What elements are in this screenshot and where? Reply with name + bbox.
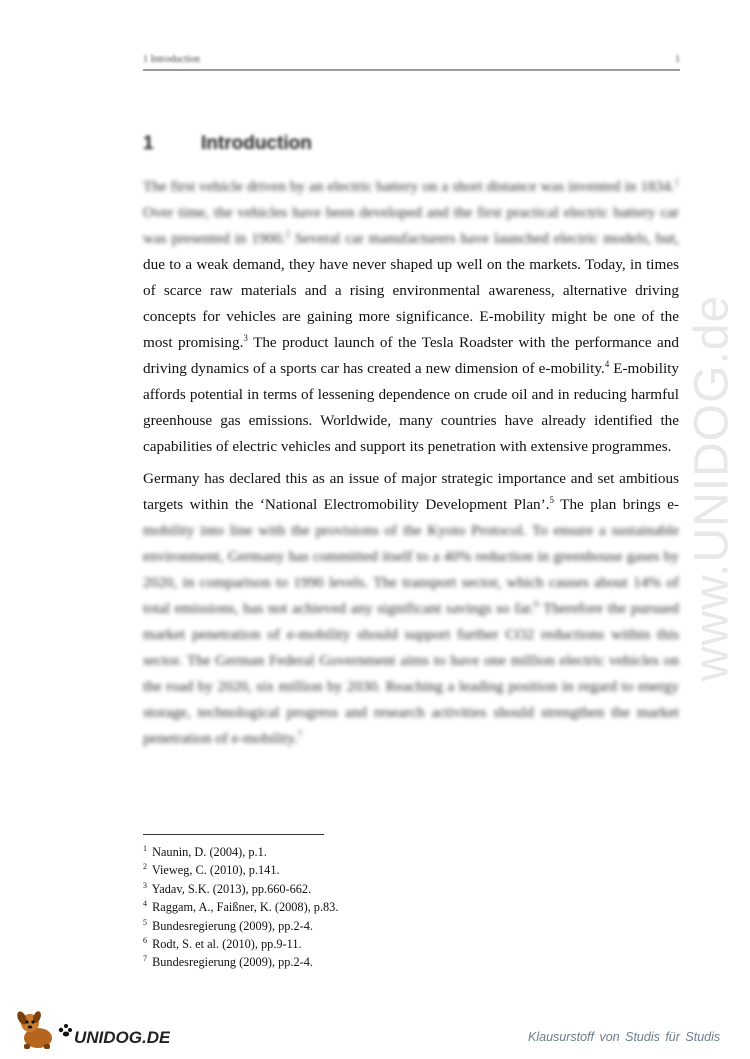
visible-text: Germany has declared this as an issue of major strategic importance and set ambitious targets within the ‘National Electromobility Development Plan’. bbox=[143, 470, 679, 513]
paragraph-2 bbox=[143, 466, 679, 752]
logo-text: UNIDOG.DE bbox=[74, 1028, 170, 1047]
blurred-text: Therefore the pursued market penetration of e-mobility should support further CO2 reductions within this sector. The German Federal Government aims to have one million electric vehicles on the road by 2020, six million by 2030. Reaching a leading position in regard to energy storage, technological progress and research activities should strengthen the market penetration of e-mobility. bbox=[143, 600, 679, 747]
footnote-number: 5 bbox=[143, 917, 147, 927]
footnote-number: 4 bbox=[143, 899, 147, 909]
footnote-divider bbox=[143, 834, 324, 835]
footnote-ref: 4 bbox=[604, 358, 610, 369]
chapter-heading bbox=[143, 133, 312, 155]
footnote-number: 3 bbox=[143, 880, 147, 890]
visible-text: E-mobility affords potential in terms of lessening dependence on crude oil and in reducing harmful greenhouse gas emissions. Worldwide, many countries have already identified the capabilities of electric vehicles and support its penetration with extensive programmes. bbox=[143, 360, 679, 455]
chapter-title: Introduction bbox=[201, 133, 312, 154]
visible-text: The plan brings e- bbox=[554, 496, 679, 513]
dog-mascot-icon bbox=[15, 1010, 72, 1049]
footnote-text: Rodt, S. et al. (2010), pp.9-11. bbox=[152, 937, 302, 952]
footnote-number: 1 bbox=[143, 843, 147, 853]
footnote bbox=[143, 917, 338, 935]
page-header bbox=[143, 52, 680, 71]
footnote bbox=[143, 861, 338, 879]
footnote bbox=[143, 880, 338, 898]
footnote-text: Bundesregierung (2009), pp.2-4. bbox=[152, 955, 313, 970]
footnote-number: 7 bbox=[143, 954, 147, 964]
footnote-text: Vieweg, C. (2010), p.141. bbox=[151, 863, 280, 878]
footnote-text: Naunin, D. (2004), p.1. bbox=[152, 845, 267, 859]
footnote-ref: 2 bbox=[285, 228, 290, 239]
blurred-text: The first vehicle driven by an electric battery on a short distance was invented in 1834. bbox=[143, 178, 675, 195]
chapter-number: 1 bbox=[143, 133, 154, 154]
footnote-list bbox=[143, 843, 338, 972]
footnote-text: Yadav, S.K. (2013), pp.660-662. bbox=[151, 881, 312, 896]
footnote bbox=[143, 953, 338, 971]
footnote-text: Raggam, A., Faißner, K. (2008), p.83. bbox=[152, 900, 339, 915]
watermark: www.UNIDOG.de bbox=[685, 294, 739, 682]
footnote-ref: 3 bbox=[243, 332, 248, 343]
blurred-text: mobility into line with the provisions of the Kyoto Protocol. To ensure a sustainable environment, Germany has committed itself to a 40% reduction in greenhouse gases by 2020, in comparison to 1990 levels. The transport sector, which causes about 14% of total emissions, has not achieved any significant savings so far. bbox=[143, 522, 679, 617]
blurred-text: Several car manufacturers have launched electric models, but, bbox=[289, 230, 680, 247]
paragraph-1 bbox=[143, 174, 679, 460]
visible-text: The product launch of the Tesla Roadster with the performance and driving dynamics of a sports car has created a new dimension of e-mobility. bbox=[143, 334, 679, 377]
footnote-text: Bundesregierung (2009), pp.2-4. bbox=[152, 918, 313, 933]
footnote-ref: 1 bbox=[674, 176, 679, 187]
running-head: 1 Introduction bbox=[143, 54, 200, 65]
footnote-ref: 5 bbox=[549, 494, 555, 505]
visible-text: due to a weak demand, they have never shaped up well on the markets. Today, in times of scarce raw materials and a rising environmental awareness, alternative driving concepts for vehicles are gaining more significance. E-mobility might be one of the most promising. bbox=[143, 256, 679, 351]
page-number: 1 bbox=[675, 54, 680, 65]
footnote-number: 6 bbox=[143, 935, 147, 945]
footnote-number: 2 bbox=[143, 862, 147, 872]
footnote bbox=[143, 898, 338, 916]
unidog-logo[interactable] bbox=[10, 1008, 170, 1052]
footnote bbox=[143, 843, 338, 861]
footnote bbox=[143, 935, 338, 953]
footnote-ref: 7 bbox=[297, 728, 303, 739]
tagline: Klausurstoff von Studis für Studis bbox=[528, 1030, 721, 1044]
footnote-ref: 6 bbox=[534, 598, 539, 609]
blurred-text: Over time, the vehicles have been developed and the first practical electric battery car was presented in 1900. bbox=[143, 204, 679, 247]
